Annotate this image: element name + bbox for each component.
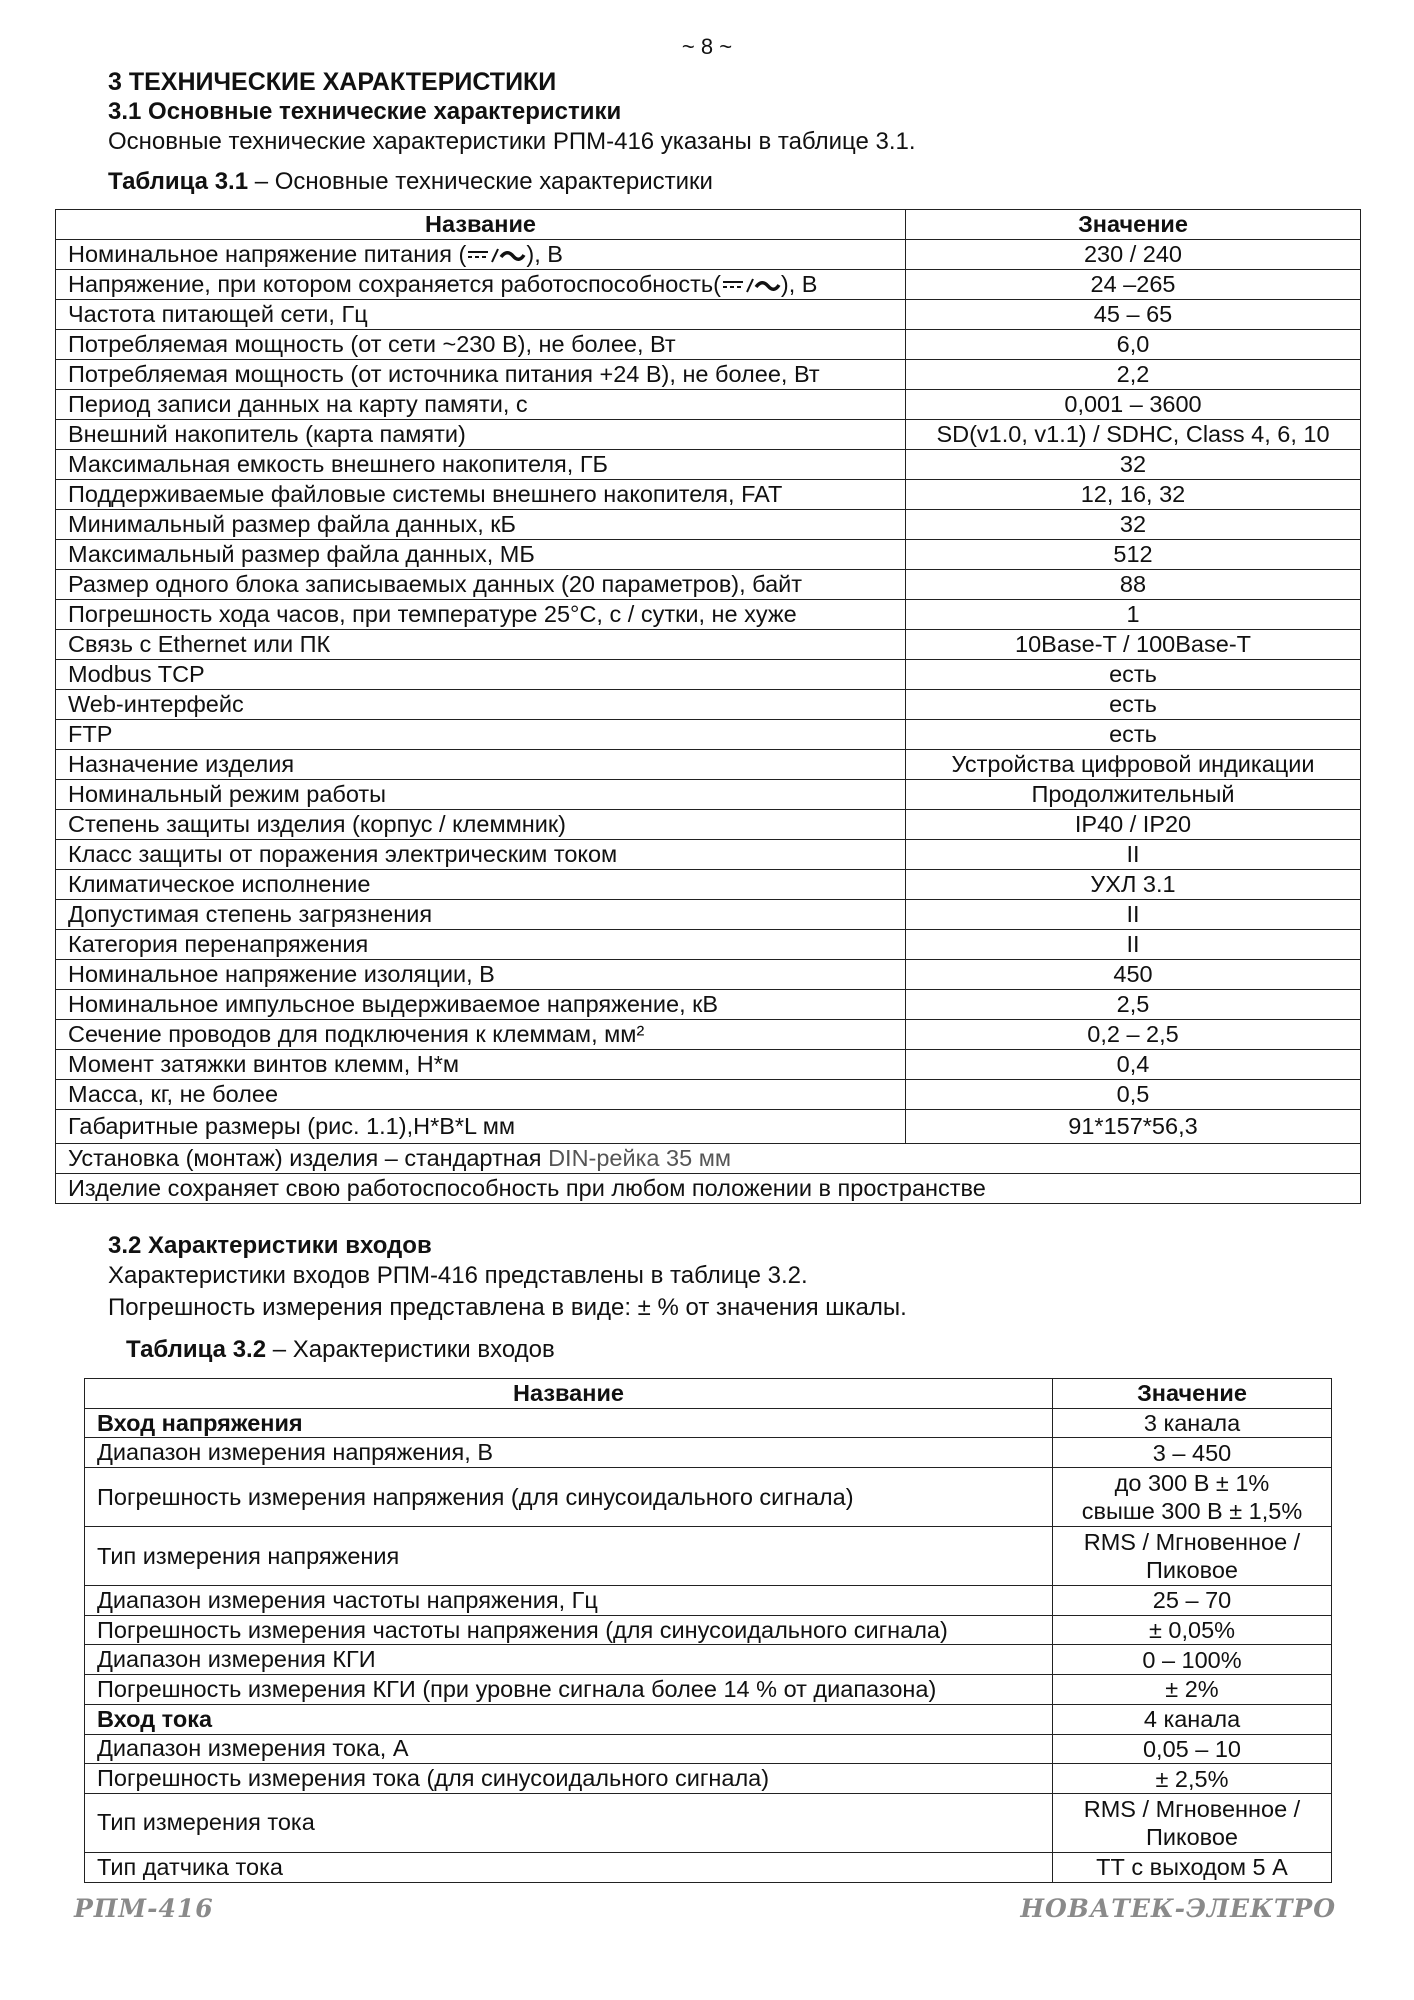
column-header: Название — [85, 1379, 1053, 1409]
row-name: Частота питающей сети, Гц — [56, 300, 906, 330]
dc-ac-symbol-icon — [466, 246, 526, 266]
subsection-title-3-1: 3.1 Основные технические характеристики — [108, 98, 622, 125]
table-row — [56, 960, 1361, 990]
table-row — [56, 810, 1361, 840]
row-value: ± 2,5% — [1053, 1764, 1332, 1794]
row-value: 2,2 — [906, 360, 1361, 390]
row-value: 450 — [906, 960, 1361, 990]
row-value: SD(v1.0, v1.1) / SDHC, Class 4, 6, 10 — [906, 420, 1361, 450]
table-row — [56, 420, 1361, 450]
row-value: ± 2% — [1053, 1675, 1332, 1705]
row-name: Диапазон измерения напряжения, В — [85, 1438, 1053, 1468]
section-title: 3 ТЕХНИЧЕСКИЕ ХАРАКТЕРИСТИКИ — [108, 68, 557, 96]
row-name: Диапазон измерения частоты напряжения, Гц — [85, 1586, 1053, 1616]
row-name: Потребляемая мощность (от источника питания +24 В), не более, Вт — [56, 360, 906, 390]
row-name: Категория перенапряжения — [56, 930, 906, 960]
row-name: Сечение проводов для подключения к клеммам, мм² — [56, 1020, 906, 1050]
table-3-2-body — [85, 1379, 1332, 1883]
row-value: 0,2 – 2,5 — [906, 1020, 1361, 1050]
row-value: 0,4 — [906, 1050, 1361, 1080]
row-name: Погрешность измерения напряжения (для синусоидального сигнала) — [85, 1468, 1053, 1527]
table-row — [56, 540, 1361, 570]
span-row-text: Изделие сохраняет свою работоспособность при любом положении в пространстве — [56, 1174, 1361, 1204]
table-row — [85, 1734, 1332, 1764]
row-value: Устройства цифровой индикации — [906, 750, 1361, 780]
intro-3-1: Основные технические характеристики РПМ-416 указаны в таблице 3.1. — [108, 128, 916, 155]
row-value: 3 канала — [1053, 1408, 1332, 1438]
row-name: Момент затяжки винтов клемм, Н*м — [56, 1050, 906, 1080]
table-row — [85, 1645, 1332, 1675]
table-row — [56, 990, 1361, 1020]
table-row — [56, 660, 1361, 690]
row-value: 512 — [906, 540, 1361, 570]
row-value: 25 – 70 — [1053, 1586, 1332, 1616]
row-name: Погрешность хода часов, при температуре 25°С, с / сутки, не хуже — [56, 600, 906, 630]
row-name: Номинальный режим работы — [56, 780, 906, 810]
caption-label: Таблица 3.2 — [126, 1336, 267, 1363]
row-value: 88 — [906, 570, 1361, 600]
row-value: есть — [906, 690, 1361, 720]
row-name: Номинальное напряжение питания ( ), В — [56, 240, 906, 270]
row-name: Тип измерения напряжения — [85, 1527, 1053, 1586]
row-value: ТТ с выходом 5 А — [1053, 1852, 1332, 1882]
table-row — [56, 870, 1361, 900]
row-name: Период записи данных на карту памяти, с — [56, 390, 906, 420]
row-name: Вход напряжения — [85, 1408, 1053, 1438]
table-row — [85, 1586, 1332, 1616]
caption-text: – Основные технические характеристики — [248, 168, 713, 195]
table-row — [85, 1527, 1332, 1586]
row-name: Номинальное импульсное выдерживаемое напряжение, кВ — [56, 990, 906, 1020]
row-value: II — [906, 900, 1361, 930]
table-caption-3-1 — [108, 168, 713, 196]
row-name: Диапазон измерения тока, А — [85, 1734, 1053, 1764]
row-name: Габаритные размеры (рис. 1.1),Н*В*L мм — [56, 1110, 906, 1144]
table-row — [56, 630, 1361, 660]
row-value: 0 – 100% — [1053, 1645, 1332, 1675]
row-name: Вход тока — [85, 1704, 1053, 1734]
row-value: 230 / 240 — [906, 240, 1361, 270]
table-span-row — [56, 1174, 1361, 1204]
row-name: Класс защиты от поражения электрическим током — [56, 840, 906, 870]
row-value: 6,0 — [906, 330, 1361, 360]
table-header-row — [85, 1379, 1332, 1409]
row-name: Погрешность измерения тока (для синусоидального сигнала) — [85, 1764, 1053, 1794]
table-row — [56, 1080, 1361, 1110]
table-row — [85, 1704, 1332, 1734]
row-name: Максимальный размер файла данных, МБ — [56, 540, 906, 570]
table-row — [56, 450, 1361, 480]
subsection-title-3-2: 3.2 Характеристики входов — [108, 1232, 432, 1259]
row-name: Климатическое исполнение — [56, 870, 906, 900]
column-header: Значение — [1053, 1379, 1332, 1409]
table-row — [85, 1468, 1332, 1527]
row-value: ± 0,05% — [1053, 1615, 1332, 1645]
row-value: 2,5 — [906, 990, 1361, 1020]
row-name: Внешний накопитель (карта памяти) — [56, 420, 906, 450]
table-3-2 — [84, 1378, 1332, 1883]
table-row — [56, 510, 1361, 540]
table-row — [85, 1852, 1332, 1882]
row-value: 24 –265 — [906, 270, 1361, 300]
row-value: 91*157*56,3 — [906, 1110, 1361, 1144]
table-3-1-body — [56, 210, 1361, 1204]
table-row — [85, 1675, 1332, 1705]
table-header-row — [56, 210, 1361, 240]
row-value: II — [906, 840, 1361, 870]
table-row — [56, 1050, 1361, 1080]
table-row — [56, 720, 1361, 750]
row-name: Напряжение, при котором сохраняется работоспособность( ), В — [56, 270, 906, 300]
table-span-row — [56, 1144, 1361, 1174]
row-value: есть — [906, 660, 1361, 690]
row-name: Степень защиты изделия (корпус / клеммник) — [56, 810, 906, 840]
table-row — [56, 360, 1361, 390]
row-value: 32 — [906, 510, 1361, 540]
row-name: Номинальное напряжение изоляции, В — [56, 960, 906, 990]
row-name: Диапазон измерения КГИ — [85, 1645, 1053, 1675]
table-caption-3-2 — [126, 1336, 555, 1364]
footer-product-name: РПМ-416 — [74, 1894, 214, 1923]
span-row-text: Установка (монтаж) изделия – стандартная DIN-рейка 35 мм — [56, 1144, 1361, 1174]
dc-ac-symbol-icon — [721, 276, 781, 296]
table-row — [56, 900, 1361, 930]
table-row — [56, 750, 1361, 780]
row-name: Максимальная емкость внешнего накопителя, ГБ — [56, 450, 906, 480]
column-header: Значение — [906, 210, 1361, 240]
row-value: Продолжительный — [906, 780, 1361, 810]
column-header: Название — [56, 210, 906, 240]
row-value: RMS / Мгновенное / Пиковое — [1053, 1793, 1332, 1852]
row-value: 3 – 450 — [1053, 1438, 1332, 1468]
row-name: Допустимая степень загрязнения — [56, 900, 906, 930]
row-value: 0,05 – 10 — [1053, 1734, 1332, 1764]
table-row — [56, 930, 1361, 960]
table-row — [85, 1764, 1332, 1794]
row-name: Связь с Ethernet или ПК — [56, 630, 906, 660]
din-rail-label: DIN-рейка 35 мм — [548, 1145, 732, 1171]
row-value: есть — [906, 720, 1361, 750]
row-value: RMS / Мгновенное / Пиковое — [1053, 1527, 1332, 1586]
row-value: 10Base-T / 100Base-T — [906, 630, 1361, 660]
row-name: Погрешность измерения КГИ (при уровне сигнала более 14 % от диапазона) — [85, 1675, 1053, 1705]
table-row — [85, 1438, 1332, 1468]
caption-label: Таблица 3.1 — [108, 168, 249, 195]
table-row — [56, 570, 1361, 600]
row-name: Поддерживаемые файловые системы внешнего накопителя, FAT — [56, 480, 906, 510]
table-row — [56, 300, 1361, 330]
page-number: ~ 8 ~ — [681, 34, 733, 59]
row-value: IP40 / IP20 — [906, 810, 1361, 840]
row-name: Минимальный размер файла данных, кБ — [56, 510, 906, 540]
row-name: Потребляемая мощность (от сети ~230 В), не более, Вт — [56, 330, 906, 360]
row-value: 1 — [906, 600, 1361, 630]
caption-text: – Характеристики входов — [266, 1336, 555, 1363]
table-row — [85, 1793, 1332, 1852]
row-value: II — [906, 930, 1361, 960]
row-name: Web-интерфейс — [56, 690, 906, 720]
footer-company-name: НОВАТЕК-ЭЛЕКТРО — [1020, 1894, 1336, 1923]
row-value: 0,5 — [906, 1080, 1361, 1110]
row-name: Погрешность измерения частоты напряжения (для синусоидального сигнала) — [85, 1615, 1053, 1645]
row-name: Назначение изделия — [56, 750, 906, 780]
row-name: Масса, кг, не более — [56, 1080, 906, 1110]
table-row — [56, 840, 1361, 870]
row-value: 32 — [906, 450, 1361, 480]
row-name: FTP — [56, 720, 906, 750]
table-row — [56, 690, 1361, 720]
row-value: 12, 16, 32 — [906, 480, 1361, 510]
table-row — [56, 330, 1361, 360]
row-value: УХЛ 3.1 — [906, 870, 1361, 900]
table-row — [56, 780, 1361, 810]
table-row — [56, 390, 1361, 420]
row-value: 45 – 65 — [906, 300, 1361, 330]
row-name: Modbus TCP — [56, 660, 906, 690]
table-3-1 — [55, 209, 1361, 1204]
table-row — [56, 1020, 1361, 1050]
table-row — [85, 1408, 1332, 1438]
table-row — [56, 480, 1361, 510]
intro-3-2-line1: Характеристики входов РПМ-416 представлены в таблице 3.2. — [108, 1262, 808, 1289]
table-row — [85, 1615, 1332, 1645]
table-row — [56, 240, 1361, 270]
row-value: до 300 В ± 1% свыше 300 В ± 1,5% — [1053, 1468, 1332, 1527]
row-name: Тип датчика тока — [85, 1852, 1053, 1882]
table-row — [56, 270, 1361, 300]
row-name: Тип измерения тока — [85, 1793, 1053, 1852]
row-value: 0,001 – 3600 — [906, 390, 1361, 420]
row-name: Размер одного блока записываемых данных (20 параметров), байт — [56, 570, 906, 600]
row-value: 4 канала — [1053, 1704, 1332, 1734]
table-row — [56, 600, 1361, 630]
table-row — [56, 1110, 1361, 1144]
intro-3-2-line2: Погрешность измерения представлена в виде: ± % от значения шкалы. — [108, 1294, 907, 1321]
